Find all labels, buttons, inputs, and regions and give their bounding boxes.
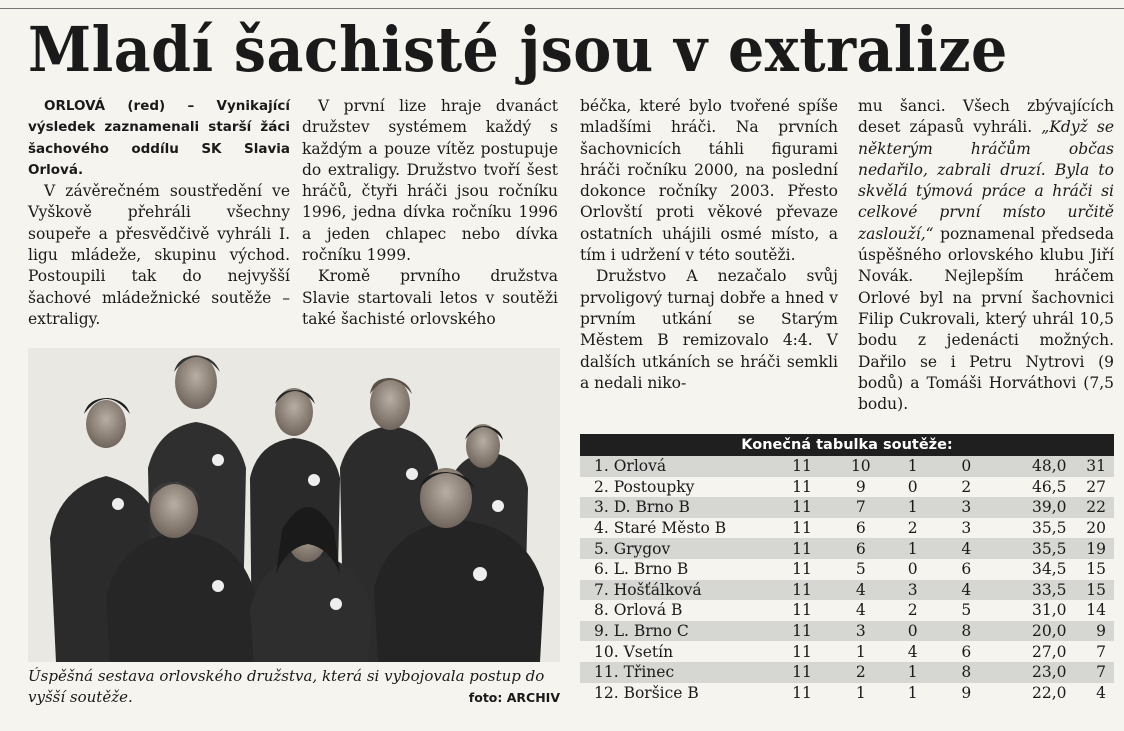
draws: 4 [890,641,935,662]
table-row [580,580,1114,601]
match-points: 22 [1067,497,1114,518]
games-played: 11 [773,538,832,559]
wins: 9 [831,477,890,498]
wins: 5 [831,559,890,580]
games-played: 11 [773,477,832,498]
table-row [580,621,1114,642]
losses: 3 [935,497,997,518]
board-points: 22,0 [998,683,1067,704]
draws: 0 [890,477,935,498]
board-points: 35,5 [998,538,1067,559]
games-played: 11 [773,683,832,704]
team-name: 2. Postoupky [580,477,773,498]
draws: 3 [890,580,935,601]
match-points: 14 [1067,600,1114,621]
team-name: 8. Orlová B [580,600,773,621]
top-rule [0,0,1124,9]
board-points: 48,0 [998,456,1067,477]
draws: 1 [890,538,935,559]
wins: 4 [831,600,890,621]
team-name: 4. Staré Město B [580,518,773,539]
standings-body [580,456,1114,703]
losses: 2 [935,477,997,498]
article-paragraph: V první lize hraje dvanáct družstev systémem každý s každým a pouze vítěz postupuje do extraligy. Družstvo tvoří šest hráčů, čtyři hráči jsou ročníku 1996, jedna dívka ročníku 1996 a jeden chlapec nebo dívka ročníku 1999. [302,97,558,265]
wins: 4 [831,580,890,601]
games-played: 11 [773,641,832,662]
quote-text: „Když se některým hráčům občas nedařilo, zabrali druzí. Byla to skvělá týmová práce a hráči si celkové první místo určitě zaslouží,“ [858,118,1114,243]
table-row [580,600,1114,621]
losses: 6 [935,641,997,662]
losses: 8 [935,621,997,642]
match-points: 9 [1067,621,1114,642]
table-row [580,662,1114,683]
article-paragraph: V závěrečném soustředění ve Vyškově přehráli všechny soupeře a přesvědčivě vyhráli I. ligu mládeže, skupinu východ. Postoupili tak do nejvyšší šachové mládežnické soutěže – extraligy. [28,182,290,328]
match-points: 15 [1067,559,1114,580]
article-column-3 [580,96,838,394]
team-name: 10. Vsetín [580,641,773,662]
table-row [580,456,1114,477]
draws: 1 [890,683,935,704]
match-points: 7 [1067,662,1114,683]
match-points: 19 [1067,538,1114,559]
article-column-1 [28,96,290,330]
draws: 2 [890,518,935,539]
table-row [580,518,1114,539]
games-played: 11 [773,580,832,601]
games-played: 11 [773,621,832,642]
photo-credit: foto: ARCHIV [468,690,560,705]
games-played: 11 [773,600,832,621]
article-paragraph: Kromě prvního družstva Slavie startovali letos v soutěži také šachisté orlovského [302,267,558,328]
match-points: 27 [1067,477,1114,498]
wins: 6 [831,538,890,559]
team-name: 5. Grygov [580,538,773,559]
team-name: 9. L. Brno C [580,621,773,642]
draws: 1 [890,662,935,683]
match-points: 15 [1067,580,1114,601]
board-points: 39,0 [998,497,1067,518]
board-points: 27,0 [998,641,1067,662]
standings-box [580,434,1114,703]
board-points: 34,5 [998,559,1067,580]
draws: 0 [890,621,935,642]
board-points: 35,5 [998,518,1067,539]
wins: 3 [831,621,890,642]
wins: 10 [831,456,890,477]
table-row [580,497,1114,518]
games-played: 11 [773,559,832,580]
table-row [580,538,1114,559]
article-text: poznamenal předseda úspěšného orlovského klubu Jiří Novák. Nejlepším hráčem Orlové byl na první šachovnici Filip Cukrovali, který uhrál 10,5 bodu z jedenácti možných. Dařilo se i Petru Nytrovi (9 bodů) a Tomáši Horváthovi (7,5 bodu). [858,224,1114,414]
losses: 6 [935,559,997,580]
article-paragraph: béčka, které bylo tvořené spíše mladšími hráči. Na prvních šachovnicích táhli figurami hráči ročníku 2000, na poslední dokonce ročníky 2003. Přesto Orlovští proti věkové převaze ostatních uhájili osmé místo, a tím i udržení v této soutěži. [580,97,838,265]
article-column-4 [858,96,1114,415]
wins: 1 [831,683,890,704]
losses: 0 [935,456,997,477]
team-name: 1. Orlová [580,456,773,477]
losses: 4 [935,538,997,559]
draws: 1 [890,497,935,518]
table-row [580,477,1114,498]
wins: 7 [831,497,890,518]
losses: 8 [935,662,997,683]
table-row [580,641,1114,662]
match-points: 20 [1067,518,1114,539]
match-points: 31 [1067,456,1114,477]
photo-caption: Úspěšná sestava orlovského družstva, která si vybojovala postup do vyšší soutěže. [28,667,545,706]
draws: 1 [890,456,935,477]
games-played: 11 [773,662,832,683]
draws: 0 [890,559,935,580]
team-name: 12. Boršice B [580,683,773,704]
games-played: 11 [773,497,832,518]
standings-table [580,456,1114,703]
losses: 5 [935,600,997,621]
board-points: 31,0 [998,600,1067,621]
team-name: 3. D. Brno B [580,497,773,518]
match-points: 7 [1067,641,1114,662]
team-name: 7. Hošťálková [580,580,773,601]
losses: 9 [935,683,997,704]
games-played: 11 [773,456,832,477]
board-points: 33,5 [998,580,1067,601]
team-photo [28,348,560,662]
team-name: 6. L. Brno B [580,559,773,580]
losses: 4 [935,580,997,601]
table-row [580,559,1114,580]
board-points: 23,0 [998,662,1067,683]
match-points: 4 [1067,683,1114,704]
games-played: 11 [773,518,832,539]
article-column-2 [302,96,558,330]
board-points: 20,0 [998,621,1067,642]
wins: 1 [831,641,890,662]
board-points: 46,5 [998,477,1067,498]
article-paragraph [858,96,1114,415]
wins: 2 [831,662,890,683]
team-photo-image [28,348,560,662]
headline: Mladí šachisté jsou v extralize [28,13,1008,86]
draws: 2 [890,600,935,621]
losses: 3 [935,518,997,539]
wins: 6 [831,518,890,539]
article-text: mu šanci. Všech zbývajících deset zápasů vyhráli. [858,97,1114,137]
table-row [580,683,1114,704]
team-name: 11. Třinec [580,662,773,683]
article-paragraph: Družstvo A nezačalo svůj prvoligový turnaj dobře a hned v prvním utkání se Starým Městem B remizovalo 4:4. V dalších utkáních se hráči semkli a nedali niko- [580,267,838,392]
standings-title: Konečná tabulka soutěže: [580,434,1114,456]
article-lead: ORLOVÁ (red) – Vynikající výsledek zaznamenali starší žáci šachového oddílu SK Slavia Orlová. [28,98,290,178]
